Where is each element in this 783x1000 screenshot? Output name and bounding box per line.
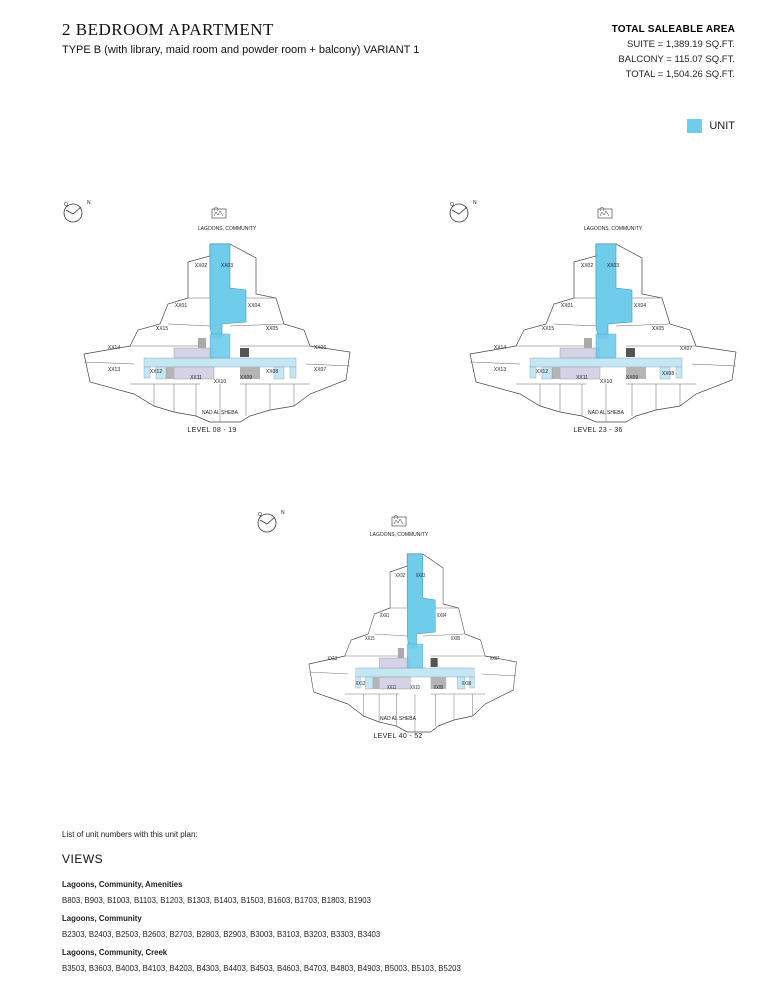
view-icon: [598, 207, 612, 218]
compass-q-label: Q: [450, 202, 454, 208]
area-heading: TOTAL SALEABLE AREA: [611, 24, 735, 35]
view-group-heading: Lagoons, Community: [62, 914, 142, 923]
view-group: [62, 945, 461, 977]
unit-label: XX07: [489, 655, 500, 662]
unit-label: XX07: [313, 367, 327, 373]
unit-label: XX15: [155, 326, 169, 332]
area-suite: SUITE = 1,389.19 SQ.FT.: [627, 39, 735, 50]
unit-label: XX04: [436, 612, 447, 619]
unit-label: XX01: [560, 303, 574, 309]
unit-label: XX08: [265, 369, 279, 375]
compass-n-label: N: [87, 200, 91, 206]
unit-label: XX04: [633, 303, 647, 309]
unit-label: XX13: [327, 655, 338, 662]
view-icon: [392, 515, 406, 526]
level-label: LEVEL 23 - 36: [573, 427, 623, 434]
unit-label: XX14: [107, 345, 121, 351]
unit-label: XX11: [576, 375, 588, 381]
floor-plan-3: [256, 508, 556, 748]
unit-label: XX01: [174, 303, 188, 309]
unit-label: XX08: [661, 371, 675, 377]
unit-label: XX10: [410, 684, 420, 691]
unit-label-highlight: XX03: [606, 263, 620, 269]
unit-label: XX05: [265, 326, 279, 332]
unit-label: XX10: [213, 379, 227, 385]
unit-label: XX02: [194, 263, 208, 269]
unit-label: XX04: [247, 303, 261, 309]
unit-label: XX12: [355, 680, 366, 687]
unit-label: XX10: [599, 379, 613, 385]
compass-n-label: N: [473, 200, 477, 206]
top-view-label: LAGOONS, COMMUNITY: [369, 532, 429, 538]
tower-outline: [309, 554, 516, 732]
view-group-units: B2303, B2403, B2503, B2603, B2703, B2803, B2903, B3003, B3103, B3203, B3303, B3403: [62, 930, 381, 939]
unit-label: XX13: [107, 367, 121, 373]
top-view-label: LAGOONS, COMMUNITY: [197, 226, 257, 232]
unit-label: XX14: [493, 345, 507, 351]
floor-plan-1: [62, 198, 362, 438]
page-title: 2 BEDROOM APARTMENT: [62, 20, 274, 39]
compass-q-label: Q: [64, 202, 68, 208]
level-label: LEVEL 40 - 52: [373, 733, 423, 740]
unit-label: XX02: [395, 572, 405, 579]
unit-list-intro: List of unit numbers with this unit plan:: [62, 830, 198, 839]
unit-label: XX02: [580, 263, 594, 269]
level-label: LEVEL 08 - 19: [187, 427, 237, 434]
unit-label: XX15: [541, 326, 555, 332]
view-icon: [212, 207, 226, 218]
view-group-units: B803, B903, B1003, B1103, B1203, B1303, B1403, B1503, B1603, B1703, B1803, B1903: [62, 896, 371, 905]
unit-label: XX06: [313, 345, 327, 351]
unit-legend: [687, 119, 735, 133]
unit-label: XX05: [450, 635, 461, 642]
unit-legend-label: UNIT: [709, 120, 735, 132]
unit-label: XX11: [190, 375, 202, 381]
unit-label-highlight: XX03: [415, 572, 426, 579]
unit-label: XX12: [535, 369, 549, 375]
area-balcony: BALCONY = 115.07 SQ.FT.: [618, 54, 735, 65]
top-view-label: LAGOONS, COMMUNITY: [583, 226, 643, 232]
floor-plan-2: [448, 198, 748, 438]
unit-label-highlight: XX03: [220, 263, 234, 269]
floor-plan-3-drawing: [256, 508, 556, 730]
unit-label: XX09: [433, 684, 444, 691]
saleable-area-box: [612, 22, 735, 82]
tower-outline: [470, 244, 736, 422]
unit-label: XX05: [651, 326, 665, 332]
view-group-heading: Lagoons, Community, Creek: [62, 948, 168, 957]
compass-q-label: Q: [258, 512, 262, 518]
tower-outline: [84, 244, 350, 422]
views-heading: VIEWS: [62, 852, 104, 866]
bottom-view-label: NAD AL SHEBA: [202, 410, 238, 416]
unit-label: XX13: [493, 367, 507, 373]
page-subtitle: TYPE B (with library, maid room and powder room + balcony) VARIANT 1: [62, 44, 420, 56]
area-total: TOTAL = 1,504.26 SQ.FT.: [625, 69, 735, 80]
compass-n-label: N: [281, 510, 285, 516]
unit-label: XX08: [461, 680, 472, 687]
unit-label: XX15: [365, 635, 375, 642]
unit-label: XX09: [625, 375, 639, 381]
unit-label: XX12: [149, 369, 163, 375]
bottom-view-label: NAD AL SHEBA: [588, 410, 624, 416]
unit-label: XX01: [379, 612, 390, 619]
unit-legend-swatch: [687, 119, 702, 133]
bottom-view-label: NAD AL SHEBA: [380, 716, 416, 722]
unit-label: XX11: [386, 684, 397, 691]
view-group-units: B3503, B3603, B4003, B4103, B4203, B4303, B4403, B4503, B4603, B4703, B4803, B4903, B5003, B5103, B5203: [62, 964, 461, 973]
view-group: [62, 877, 371, 909]
unit-label: XX07: [679, 346, 693, 352]
view-group: [62, 911, 380, 943]
floor-plan-1-drawing: [62, 198, 362, 420]
floor-plan-2-drawing: [448, 198, 748, 420]
unit-label: XX09: [239, 375, 253, 381]
view-group-heading: Lagoons, Community, Amenities: [62, 880, 183, 889]
